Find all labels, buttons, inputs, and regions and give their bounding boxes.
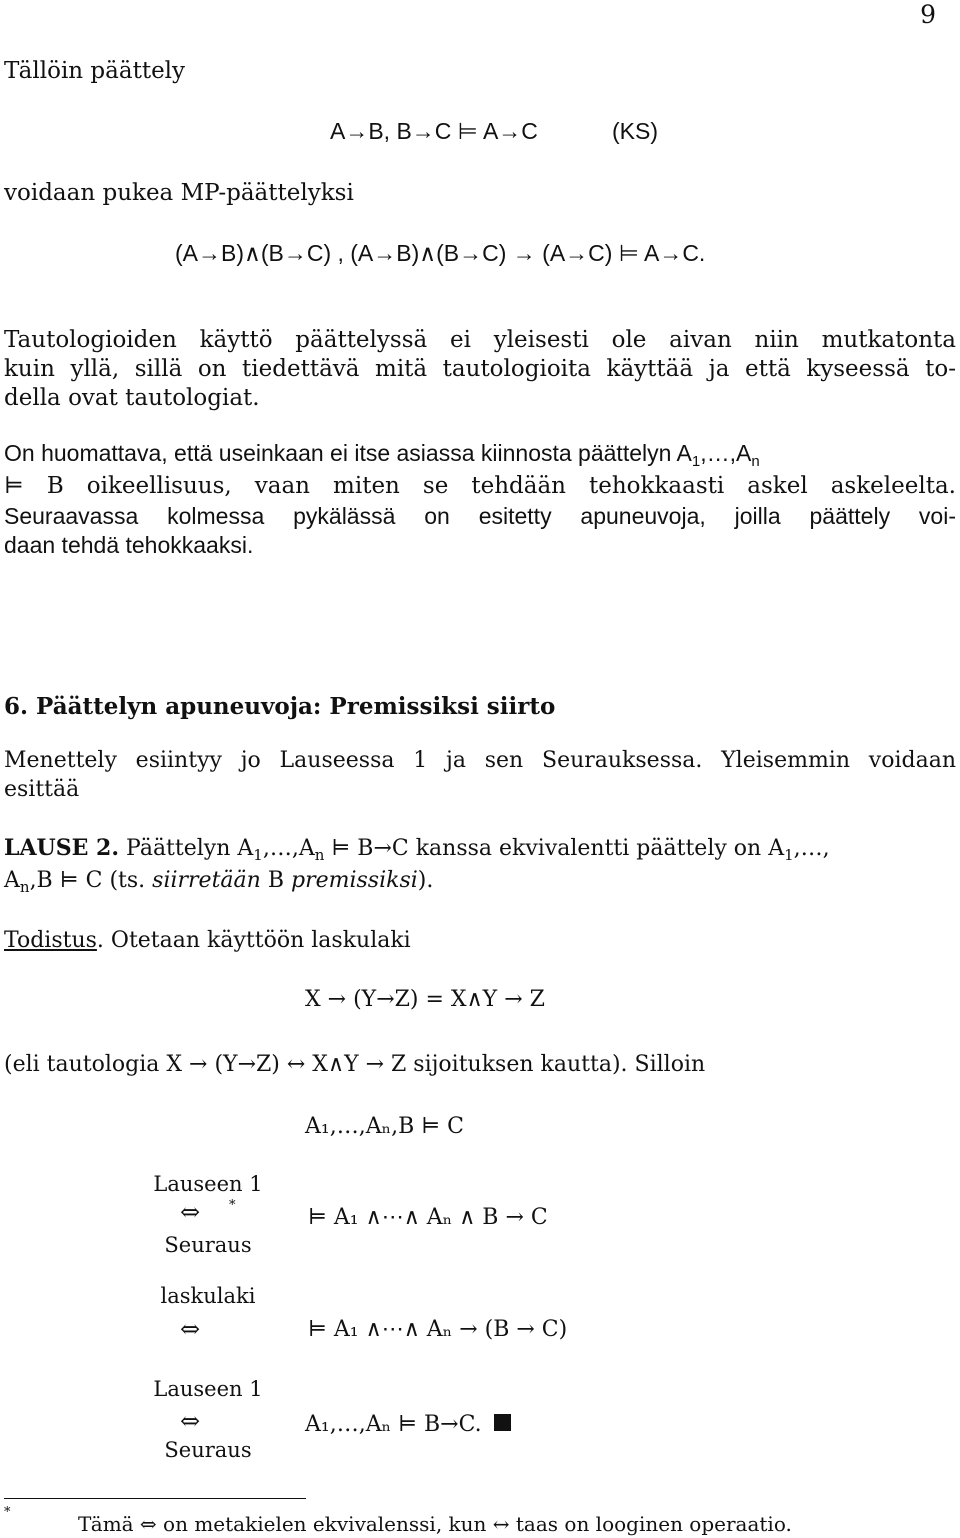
text-line: (eli tautologia X → (Y→Z) ↔ X∧Y → Z sijoituksen kautta). Silloin: [4, 1052, 706, 1077]
derivation-line: ⊨ A₁ ∧⋯∧ Aₙ → (B → C): [308, 1317, 568, 1342]
page-number: 9: [920, 0, 936, 29]
footnote-marker: *: [4, 1505, 11, 1520]
text-span: . Otetaan käyttöön laskulaki: [96, 928, 411, 953]
proof-label: Todistus: [4, 928, 97, 953]
formula-law: X → (Y→Z) = X∧Y → Z: [305, 987, 545, 1012]
text-line: Menettely esiintyy jo Lauseessa 1 ja sen Seurauksessa. Yleisemmin voidaan: [4, 748, 956, 773]
equivalence-arrow-icon: ⇔: [180, 1407, 201, 1435]
footnote-rule: [4, 1498, 306, 1499]
text-span: ,…,A: [700, 440, 752, 466]
text-span: Päättelyn A: [119, 836, 254, 861]
text-span: ,B ⊨ C (ts.: [29, 868, 153, 893]
text-span: A₁,…,Aₙ ⊨ B→C.: [305, 1412, 482, 1437]
theorem-line: LAUSE 2. Päättelyn $A_1,\dots,A_n$ ⊨ B→C kanssa ekvivalentti päättely on $A_1,\dots$,: [4, 835, 830, 864]
text-span: ,…,A: [262, 836, 315, 861]
text-line: esittää: [4, 777, 80, 802]
footnote-marker: *: [229, 1198, 236, 1213]
formula-mp: (A→B)∧(B→C) , (A→B)∧(B→C) → (A→C) ⊨ A→C.: [175, 240, 706, 266]
qed-icon: [494, 1414, 511, 1431]
text-line: On huomattava, että useinkaan ei itse asiassa kiinnosta päättelyn $A_1,\dots,A_n$: [4, 440, 760, 470]
formula-tag-ks: (KS): [612, 118, 658, 144]
text-span: ⊨ B→C kanssa ekvivalentti päättely on A: [324, 836, 785, 861]
derivation-justification: Seuraus: [164, 1438, 252, 1462]
text-span: On huomattava, että useinkaan ei itse asiassa kiinnosta päättelyn A: [4, 440, 692, 466]
section-heading: 6. Päättelyn apuneuvoja: Premissiksi siirto: [4, 693, 556, 720]
derivation-line: A₁,…,Aₙ,B ⊨ C: [305, 1114, 464, 1139]
derivation-line: ⊨ A₁ ∧⋯∧ Aₙ ∧ B → C: [308, 1205, 548, 1230]
text-line: daan tehdä tehokkaaksi.: [4, 532, 254, 558]
equivalence-arrow-icon: ⇔: [180, 1315, 201, 1343]
text-span: ,…,: [793, 836, 830, 861]
theorem-line: $A_n,B$ ⊨ C (ts. siirretään B premissiksi).: [4, 868, 434, 896]
formula-ks: A→B, B→C ⊨ A→C: [330, 118, 538, 144]
derivation-justification: Lauseen 1: [153, 1172, 263, 1196]
proof-line: [4, 928, 411, 953]
text-line: Seuraavassa kolmessa pykälässä on esitetty apuneuvoja, joilla päättely voi-: [4, 503, 956, 529]
text-line: Tautologioiden käyttö päättelyssä ei yleisesti ole aivan niin mutkatonta: [4, 327, 956, 353]
derivation-justification: laskulaki: [160, 1284, 256, 1308]
equivalence-arrow-icon: ⇔: [180, 1198, 201, 1226]
text-line: della ovat tautologiat.: [4, 385, 260, 411]
derivation-justification: Seuraus: [164, 1233, 252, 1257]
footnote-text: Tämä ⇔ on metakielen ekvivalenssi, kun ↔ taas on looginen operaatio.: [78, 1512, 792, 1536]
derivation-justification: Lauseen 1: [153, 1377, 263, 1401]
text-span: B: [260, 868, 291, 893]
text-span: ).: [417, 868, 434, 893]
paragraph-intro: Tällöin päättely: [4, 58, 186, 84]
text-span: A: [4, 868, 20, 893]
theorem-label: LAUSE 2.: [4, 835, 120, 861]
text-line: kuin yllä, sillä on tiedettävä mitä tautologioita käyttää ja että kyseessä to-: [4, 356, 956, 382]
text-line: ⊨ B oikeellisuus, vaan miten se tehdään tehokkaasti askel askeleelta.: [4, 473, 956, 499]
text-span: siirretään: [152, 868, 261, 893]
derivation-line: [305, 1412, 511, 1437]
paragraph-mp: voidaan pukea MP-päättelyksi: [4, 180, 354, 206]
text-span: premissiksi: [290, 868, 418, 893]
